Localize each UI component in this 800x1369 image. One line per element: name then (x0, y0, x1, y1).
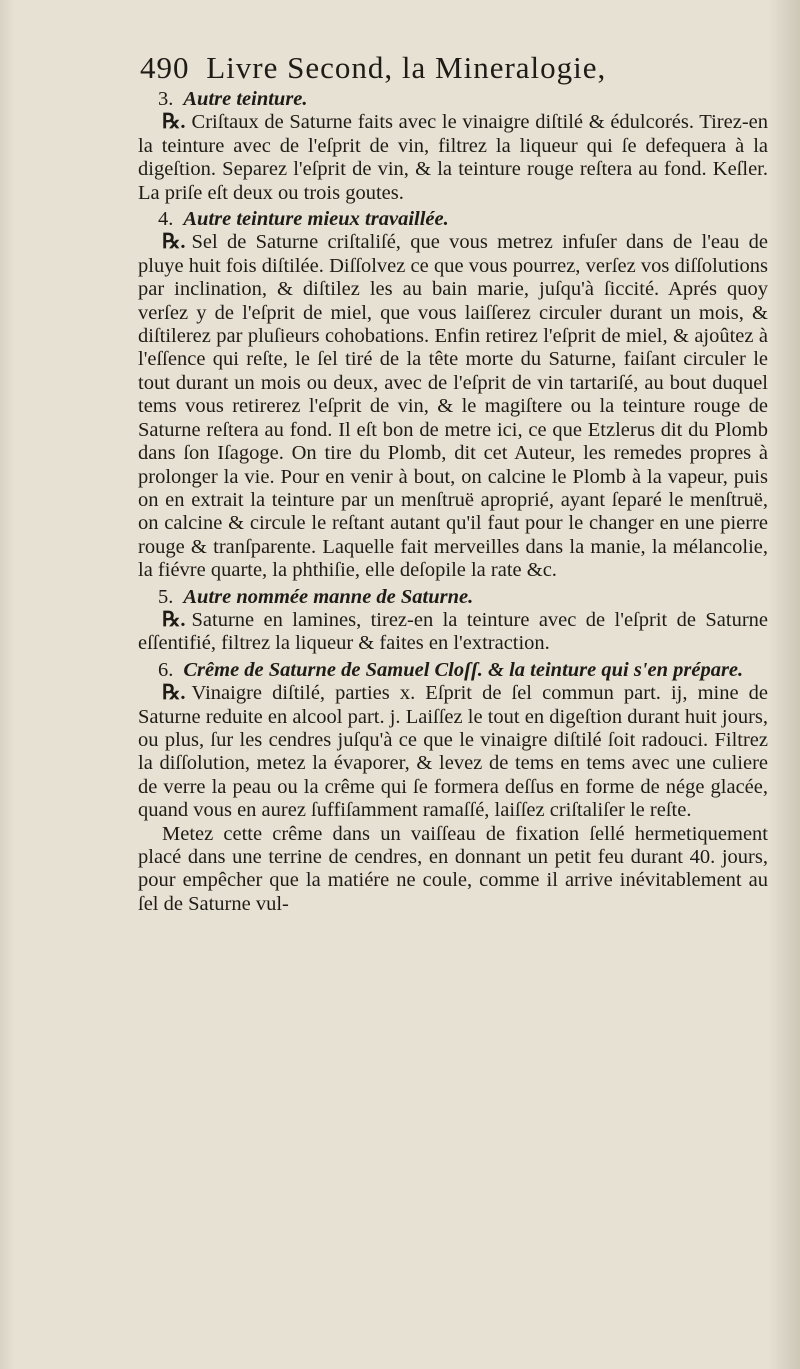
page-shadow-left (0, 0, 14, 1369)
section-heading: 6. Crême de Saturne de Samuel Cloſſ. & la teinture qui s'en prépare. (158, 658, 744, 681)
page-text (138, 48, 768, 916)
recipe-paragraph: ℞. Saturne en lamines, tirez-en la teinture avec de l'eſprit de Saturne eſſentifié, filtrez la liqueur & faites en l'extraction. (138, 608, 768, 655)
recipe-paragraph: ℞. Sel de Saturne criſtaliſé, que vous metrez infuſer dans de l'eau de pluye huit fois diſtilée. Diſſolvez ce que vous pourrez, verſez vos diſſolutions par inclination, & diſtilez les au bain marie, juſqu'à ſiccité. Aprés quoy verſez y de l'eſprit de miel, que vous laiſſerez circuler durant un mois, & diſtilerez par pluſieurs cohobations. Enfin retirez l'eſprit de miel, & ajoûtez à l'eſſence qui reſte, le ſel tiré de la tête morte du Saturne, faiſant circuler le tout durant un mois ou deux, avec de l'eſprit de vin tartariſé, au bout duquel tems vous retirerez l'eſprit de vin, & le magiſtere ou la teinture rouge de Saturne reſtera au fond. Il eſt bon de metre ici, ce que Etzlerus dit du Plomb dans ſon Iſagoge. On tire du Plomb, dit cet Auteur, les remedes propres à prolonger la vie. Pour en venir à bout, on calcine le Plomb à la vapeur, puis on en extrait la teinture par un menſtruë aproprié, ayant ſeparé le menſtruë, on calcine & circule le reſtant autant qu'il faut pour le changer en une pierre rouge & tranſparente. Laquelle fait merveilles dans la manie, la mélancolie, la fiévre quarte, la phthiſie, elle deſopile la rate &c. (138, 231, 768, 582)
running-header (140, 48, 768, 88)
section-heading: 4. Autre teinture mieux travaillée. (158, 208, 449, 231)
section-heading: 3. Autre teinture. (158, 88, 308, 110)
recipe-paragraph: ℞. Vinaigre diſtilé, parties x. Eſprit de ſel commun part. ij, mine de Saturne reduite en alcool part. j. Laiſſez le tout en digeſtion durant huit jours, ou plus, ſur les cendres juſqu'à ce que le vinaigre diſtilé ſoit radouci. Filtrez la diſſolution, metez la évaporer, & levez de tems en tems avec une culiere de verre la peau ou la crême qui ſe formera deſſus en forme de nége glacée, quand vous en aurez ſuffiſamment ramaſſé, laiſſez criſtaliſer le reſte. (138, 682, 768, 822)
recipe-symbol: ℞. (162, 608, 186, 631)
recipe-symbol: ℞. (162, 111, 186, 134)
recipe-paragraph: ℞. Criſtaux de Saturne faits avec le vinaigre diſtilé & édulcorés. Tirez-en la teinture avec de l'eſprit de vin, filtrez la liqueur qui ſe defequera à la digeſtion. Separez l'eſprit de vin, & la teinture rouge reſtera au fond. Keſler. La priſe eſt deux ou trois goutes. (138, 111, 768, 204)
header-title: Livre Second, la Mineralogie, (206, 50, 607, 85)
continuation-paragraph: Metez cette crême dans un vaiſſeau de fixation ſellé hermetiquement placé dans une terrine de cendres, en donnant un petit feu durant 40. jours, pour empêcher que la matiére ne coule, comme il arrive inévitablement au ſel de Saturne vul- (138, 822, 768, 915)
recipe-symbol: ℞. (162, 231, 186, 254)
page-number: 490 (140, 50, 190, 85)
page-shadow-right (768, 0, 800, 1369)
section-heading: 5. Autre nommée manne de Saturne. (158, 585, 474, 608)
recipe-symbol: ℞. (162, 682, 186, 705)
